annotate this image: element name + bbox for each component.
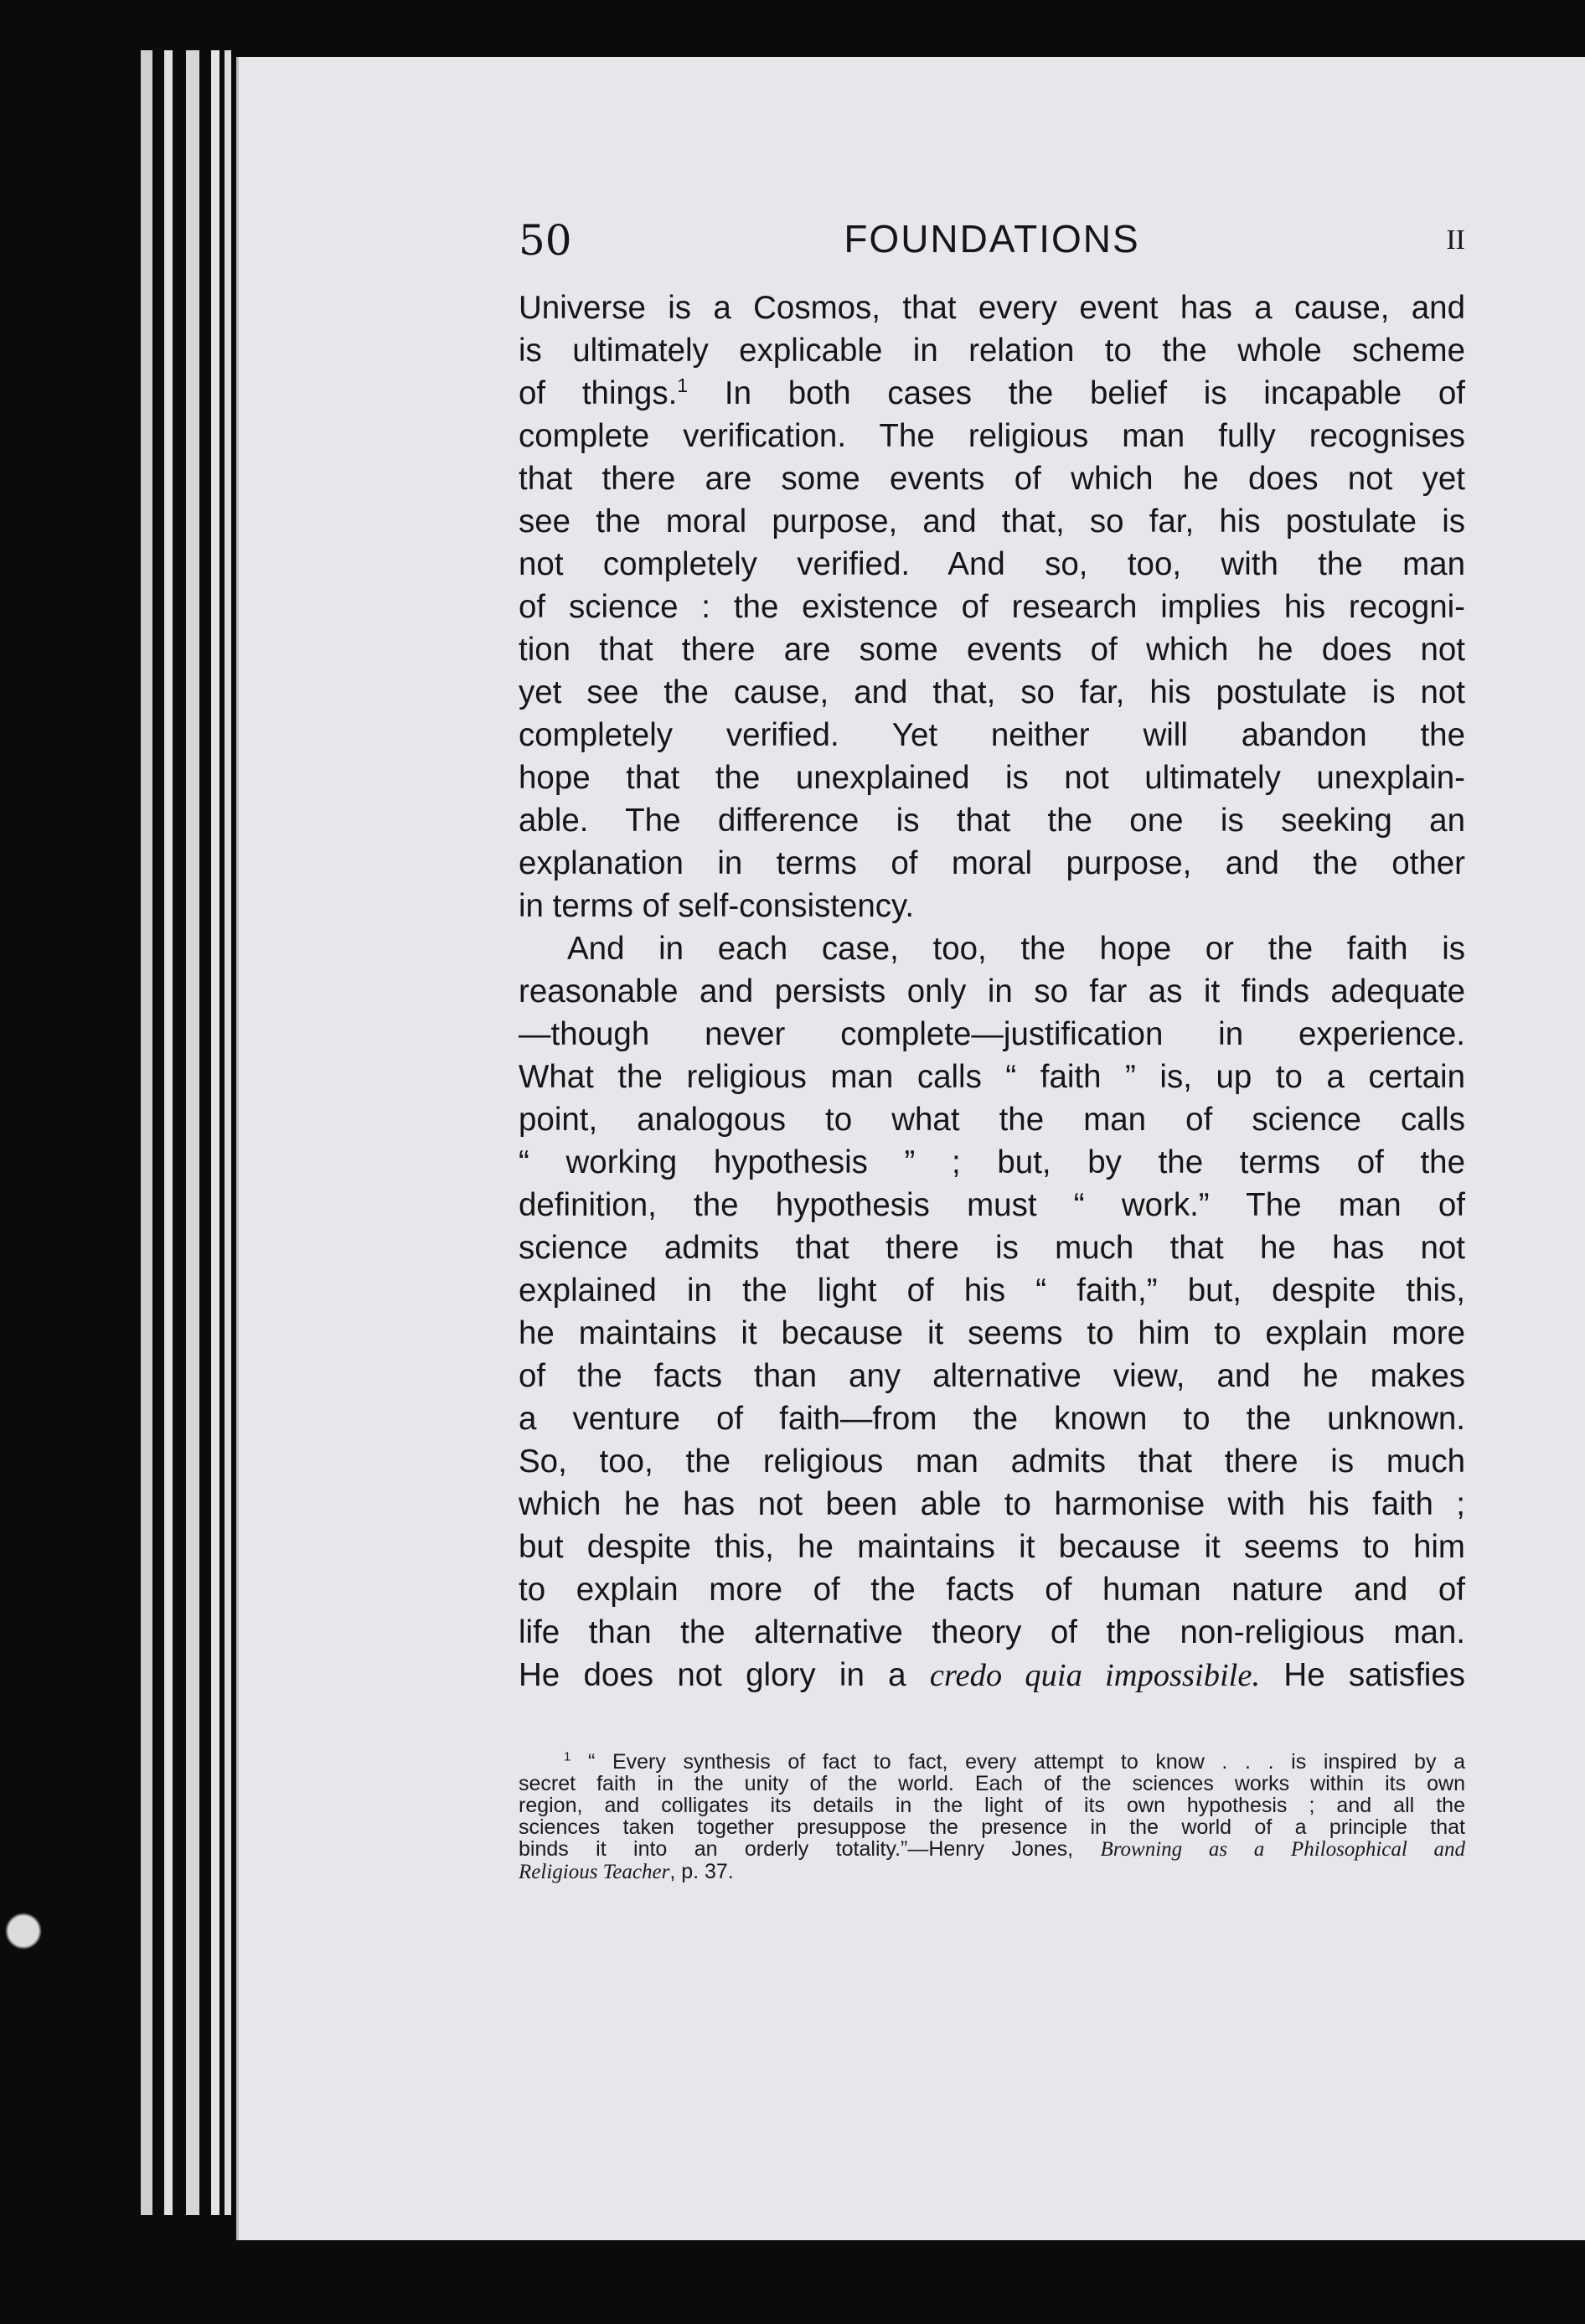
text-line: but despite this, he maintains it because it seems to him <box>519 1529 1465 1565</box>
text-line: able. The difference is that the one is seeking an <box>519 803 1465 839</box>
text-line: of science : the existence of research implies his recogni- <box>519 589 1465 625</box>
text-line: in terms of self-consistency. <box>519 888 915 924</box>
text-line: definition, the hypothesis must “ work.” The man of <box>519 1187 1465 1223</box>
citation-title: Browning as a Philosophical and <box>1100 1838 1465 1861</box>
body-text <box>519 287 1465 1697</box>
page <box>236 57 1585 2240</box>
text-line: explained in the light of his “ faith,” but, despite this, <box>519 1273 1465 1309</box>
text-line: “ working hypothesis ” ; but, by the terms of the <box>519 1144 1465 1180</box>
text-span: He satisfies <box>1260 1657 1465 1693</box>
footnote <box>519 1751 1465 1883</box>
text-line: of the facts than any alternative view, and he makes <box>519 1358 1465 1394</box>
footnote-marker: 1 <box>564 1749 571 1764</box>
page-edge <box>225 50 231 2215</box>
footnote-ref: 1 <box>677 374 689 397</box>
text-line: So, too, the religious man admits that there is much <box>519 1443 1465 1480</box>
text-line: point, analogous to what the man of science calls <box>519 1102 1465 1138</box>
text-line: And in each case, too, the hope or the faith is <box>567 931 1465 967</box>
text-line: that there are some events of which he does not yet <box>519 461 1465 497</box>
text-line: complete verification. The religious man fully recognises <box>519 418 1465 454</box>
text-line: explanation in terms of moral purpose, and the other <box>519 845 1465 881</box>
text-span: of things. <box>519 375 678 411</box>
text-line: which he has not been able to harmonise with his faith ; <box>519 1486 1465 1522</box>
text-span: binds it into an orderly totality.”—Henry Jones, <box>519 1837 1101 1861</box>
text-line <box>519 372 1465 415</box>
citation-title: Religious Teacher <box>519 1861 670 1883</box>
text-line: he maintains it because it seems to him to explain more <box>519 1315 1465 1351</box>
paragraph <box>519 927 1465 1697</box>
page-edge <box>164 50 173 2215</box>
text-line: is ultimately explicable in relation to the whole scheme <box>519 333 1465 369</box>
section-number: II <box>1446 225 1465 256</box>
text-line: a venture of faith—from the known to the unknown. <box>519 1401 1465 1437</box>
text-line: reasonable and persists only in so far as it finds adequate <box>519 973 1465 1010</box>
footnote-line: region, and colligates its details in the light of its own hypothesis ; and all the <box>519 1794 1465 1817</box>
text-line: life than the alternative theory of the non-religious man. <box>519 1614 1465 1650</box>
text-span: “ Every synthesis of fact to fact, every attempt to know . . . is inspired by a <box>587 1750 1465 1774</box>
running-head <box>519 216 1465 275</box>
text-span: , p. 37. <box>669 1860 734 1883</box>
footnote-line <box>519 1838 1465 1861</box>
text-line: completely verified. Yet neither will abandon the <box>519 717 1465 753</box>
text-line: see the moral purpose, and that, so far, his postulate is <box>519 504 1465 540</box>
page-number: 50 <box>519 216 572 265</box>
text-line: yet see the cause, and that, so far, his postulate is not <box>519 674 1465 710</box>
running-title: FOUNDATIONS <box>844 217 1140 261</box>
text-line: —though never complete—justification in experience. <box>519 1016 1465 1052</box>
text-span: In both cases the belief is incapable of <box>688 375 1465 411</box>
text-line: hope that the unexplained is not ultimately unexplain- <box>519 760 1465 796</box>
footnote-line: secret faith in the unity of the world. Each of the sciences works within its own <box>519 1772 1465 1795</box>
footnote-line <box>519 1751 1465 1773</box>
text-line: Universe is a Cosmos, that every event has a cause, and <box>519 290 1465 326</box>
text-line: tion that there are some events of which he does not <box>519 632 1465 668</box>
text-line: to explain more of the facts of human nature and of <box>519 1572 1465 1608</box>
footnote-line <box>519 1861 1465 1883</box>
page-edge <box>211 50 219 2215</box>
text-line: science admits that there is much that he has not <box>519 1230 1465 1266</box>
text-line: What the religious man calls “ faith ” is, up to a certain <box>519 1059 1465 1095</box>
latin-phrase: credo quia impossibile. <box>929 1658 1261 1693</box>
scan-artifact <box>0 1893 59 1969</box>
text-block <box>519 216 1465 1883</box>
page-edge <box>186 50 199 2215</box>
text-line: not completely verified. And so, too, with the man <box>519 546 1465 582</box>
paragraph <box>519 287 1465 927</box>
text-line <box>519 1654 1465 1697</box>
page-edge <box>141 50 152 2215</box>
text-span: He does not glory in a <box>519 1657 930 1693</box>
footnote-line: sciences taken together presuppose the presence in the world of a principle that <box>519 1815 1465 1839</box>
